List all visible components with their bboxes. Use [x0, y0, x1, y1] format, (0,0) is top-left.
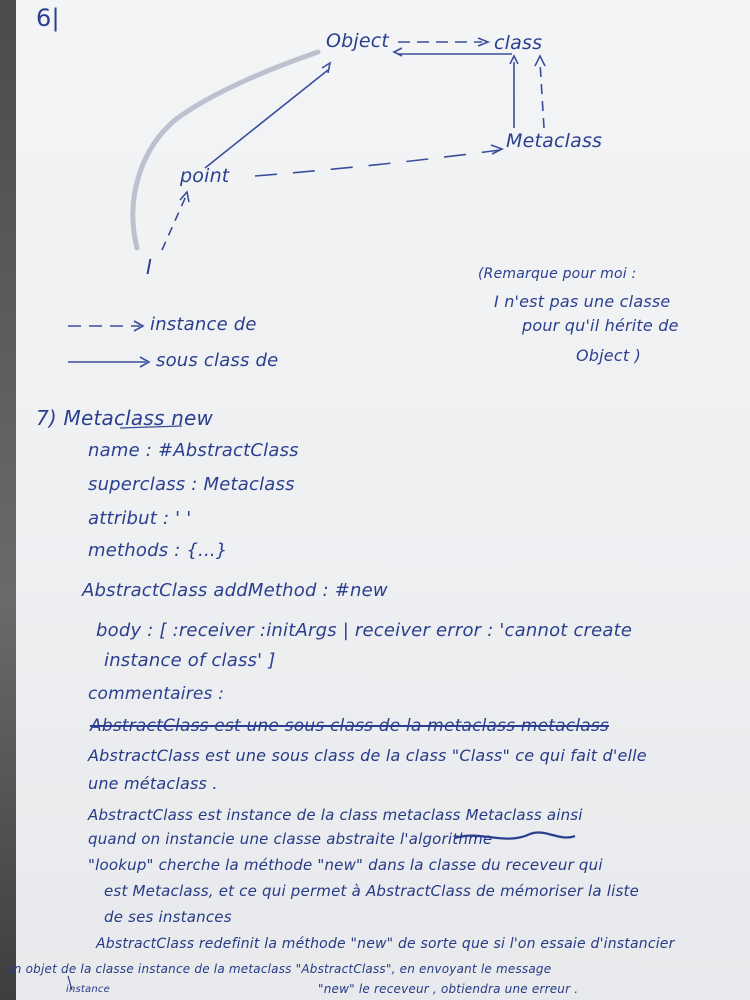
body-line-2: instance of class' ]: [104, 650, 276, 671]
body-line-1: body : [ :receiver :initArgs | receiver error : 'cannot create: [96, 620, 633, 641]
para3-line-3: "new" le receveur , obtiendra une erreur .: [318, 982, 579, 996]
remark-line-1: (Remarque pour moi :: [478, 266, 637, 282]
arrowhead-object-bottom: [394, 48, 402, 56]
attribut-line: attribut : ' ': [88, 508, 192, 529]
arrowhead-class-right: [535, 56, 545, 66]
node-point: point: [180, 165, 230, 187]
section-title-7: 7) Metaclass new: [36, 406, 214, 430]
superclass-line: superclass : Metaclass: [88, 474, 295, 495]
remark-line-4: Object ): [576, 346, 642, 365]
pencil-curve: [133, 52, 318, 248]
para1-line-1: AbstractClass est une sous class de la class "Class" ce qui fait d'elle: [88, 746, 647, 765]
para2-line-1: AbstractClass est instance de la class metaclass Metaclass ainsi: [88, 806, 583, 824]
arrow-point-object: [205, 70, 328, 168]
arrow-i-point-dashed: [162, 196, 186, 250]
name-line: name : #AbstractClass: [88, 440, 299, 461]
remark-line-3: pour qu'il hérite de: [522, 316, 679, 335]
methods-line: methods : {...}: [88, 540, 228, 561]
comments-title: commentaires :: [88, 684, 225, 704]
para2-line-2: quand on instancie une classe abstraite l'algorithme: [88, 830, 493, 848]
margin-note-instance: instance: [66, 984, 110, 995]
legend-instance-label: instance de: [150, 314, 257, 335]
para2-line-4: est Metaclass, et ce qui permet à AbstractClass de mémoriser la liste: [104, 882, 640, 900]
para2-line-3: "lookup" cherche la méthode "new" dans la classe du receveur qui: [88, 856, 603, 874]
arrow-metaclass-class-dashed: [540, 62, 544, 128]
add-method-line: AbstractClass addMethod : #new: [82, 580, 388, 601]
struck-line: AbstractClass est une sous class de la metaclass metaclass: [90, 716, 609, 736]
arrowhead-metaclass: [491, 145, 502, 154]
node-instance-i: I: [146, 255, 153, 279]
node-object: Object: [326, 30, 390, 52]
node-class: class: [494, 32, 543, 54]
arrow-point-metaclass-dashed: [255, 150, 500, 176]
node-metaclass: Metaclass: [506, 130, 603, 152]
section-number-6: 6|: [36, 4, 60, 32]
legend-subclass-label: sous class de: [156, 350, 279, 371]
remark-line-2: I n'est pas une classe: [494, 292, 671, 311]
para2-line-5: de ses instances: [104, 908, 232, 926]
para3-line-1: AbstractClass redefinit la méthode "new" de sorte que si l'on essaie d'instancier: [96, 936, 675, 952]
para1-line-2: une métaclass .: [88, 774, 218, 793]
para3-line-2: un objet de la classe instance de la metaclass "AbstractClass", en envoyant le message: [6, 962, 552, 976]
